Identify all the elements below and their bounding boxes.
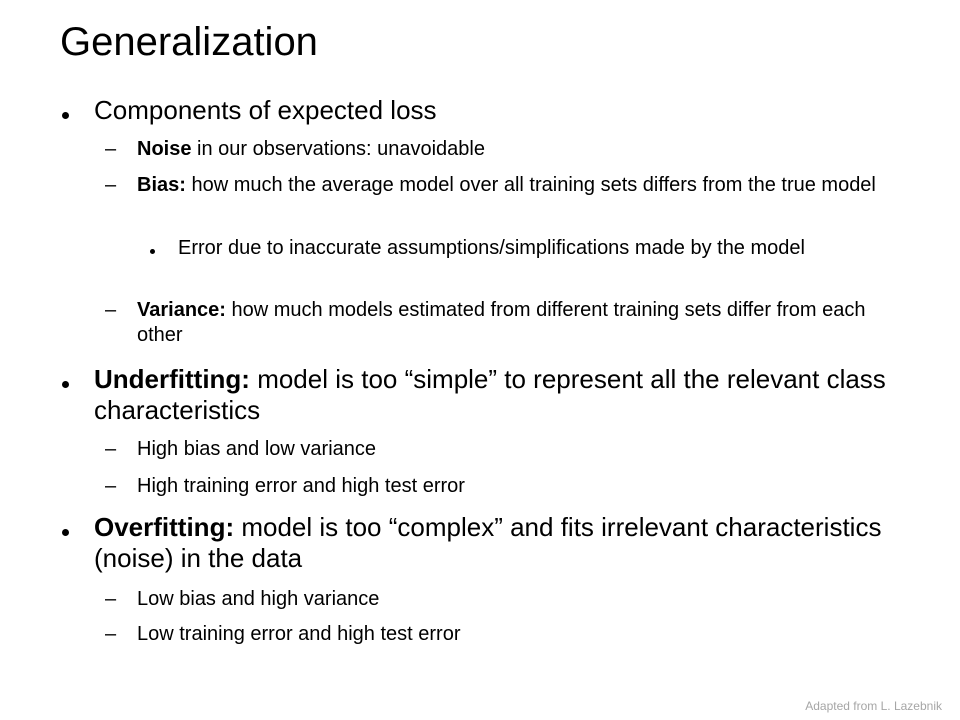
bias-error-text: Error due to inaccurate assumptions/simplifications made by the model	[178, 237, 805, 259]
dash-marker: –	[105, 623, 117, 645]
dash-marker: –	[105, 299, 117, 321]
bias-description: how much the average model over all training sets differs from the true model	[185, 174, 876, 196]
bullet-components-text: Components of expected loss	[94, 95, 437, 125]
bullet-components	[62, 95, 892, 126]
sub-bullet-variance-text	[137, 298, 885, 348]
sub-bullet-bias-text	[137, 173, 885, 198]
dash-marker: –	[105, 138, 117, 160]
noise-description: in our observations: unavoidable	[191, 138, 485, 160]
sub-bullet-underfitting-2	[105, 474, 885, 499]
term-underfitting: Underfitting:	[94, 364, 250, 394]
sub-bullet-noise	[105, 137, 885, 162]
slide-title: Generalization	[60, 20, 318, 64]
sub-bullet-overfitting-2	[105, 622, 885, 647]
bullet-overfitting-text	[94, 512, 892, 574]
underfitting-item-1: High bias and low variance	[137, 438, 377, 460]
small-bullet-dot-icon	[150, 236, 178, 261]
term-overfitting: Overfitting:	[94, 512, 235, 542]
sub-bullet-variance	[105, 298, 885, 348]
sub-bullet-underfitting-1	[105, 437, 885, 462]
bullet-overfitting	[62, 512, 892, 574]
dash-marker: –	[105, 174, 117, 196]
sub-bullet-bias	[105, 173, 885, 198]
overfitting-description: model is too “complex” and fits irrelevant characteristics (noise) in the data	[94, 512, 882, 573]
dash-marker: –	[105, 475, 117, 497]
variance-description: how much models estimated from different training sets differ from each other	[137, 299, 866, 346]
underfitting-item-2: High training error and high test error	[137, 475, 465, 497]
bullet-dot-icon	[62, 95, 94, 126]
bullet-underfitting	[62, 364, 892, 426]
dash-marker: –	[105, 588, 117, 610]
term-variance: Variance:	[137, 299, 226, 321]
term-noise: Noise	[137, 138, 192, 160]
term-bias: Bias:	[137, 174, 186, 196]
sub-sub-bullet-bias-error	[150, 236, 870, 261]
attribution-credit: Adapted from L. Lazebnik	[805, 699, 942, 713]
bullet-dot-icon	[62, 364, 94, 395]
underfitting-description: model is too “simple” to represent all the relevant class characteristics	[94, 364, 886, 425]
bullet-underfitting-text	[94, 364, 892, 426]
dash-marker: –	[105, 438, 117, 460]
bullet-dot-icon	[62, 512, 94, 543]
sub-bullet-overfitting-1	[105, 587, 885, 612]
sub-bullet-noise-text	[137, 137, 885, 162]
overfitting-item-1: Low bias and high variance	[137, 588, 380, 610]
overfitting-item-2: Low training error and high test error	[137, 623, 461, 645]
